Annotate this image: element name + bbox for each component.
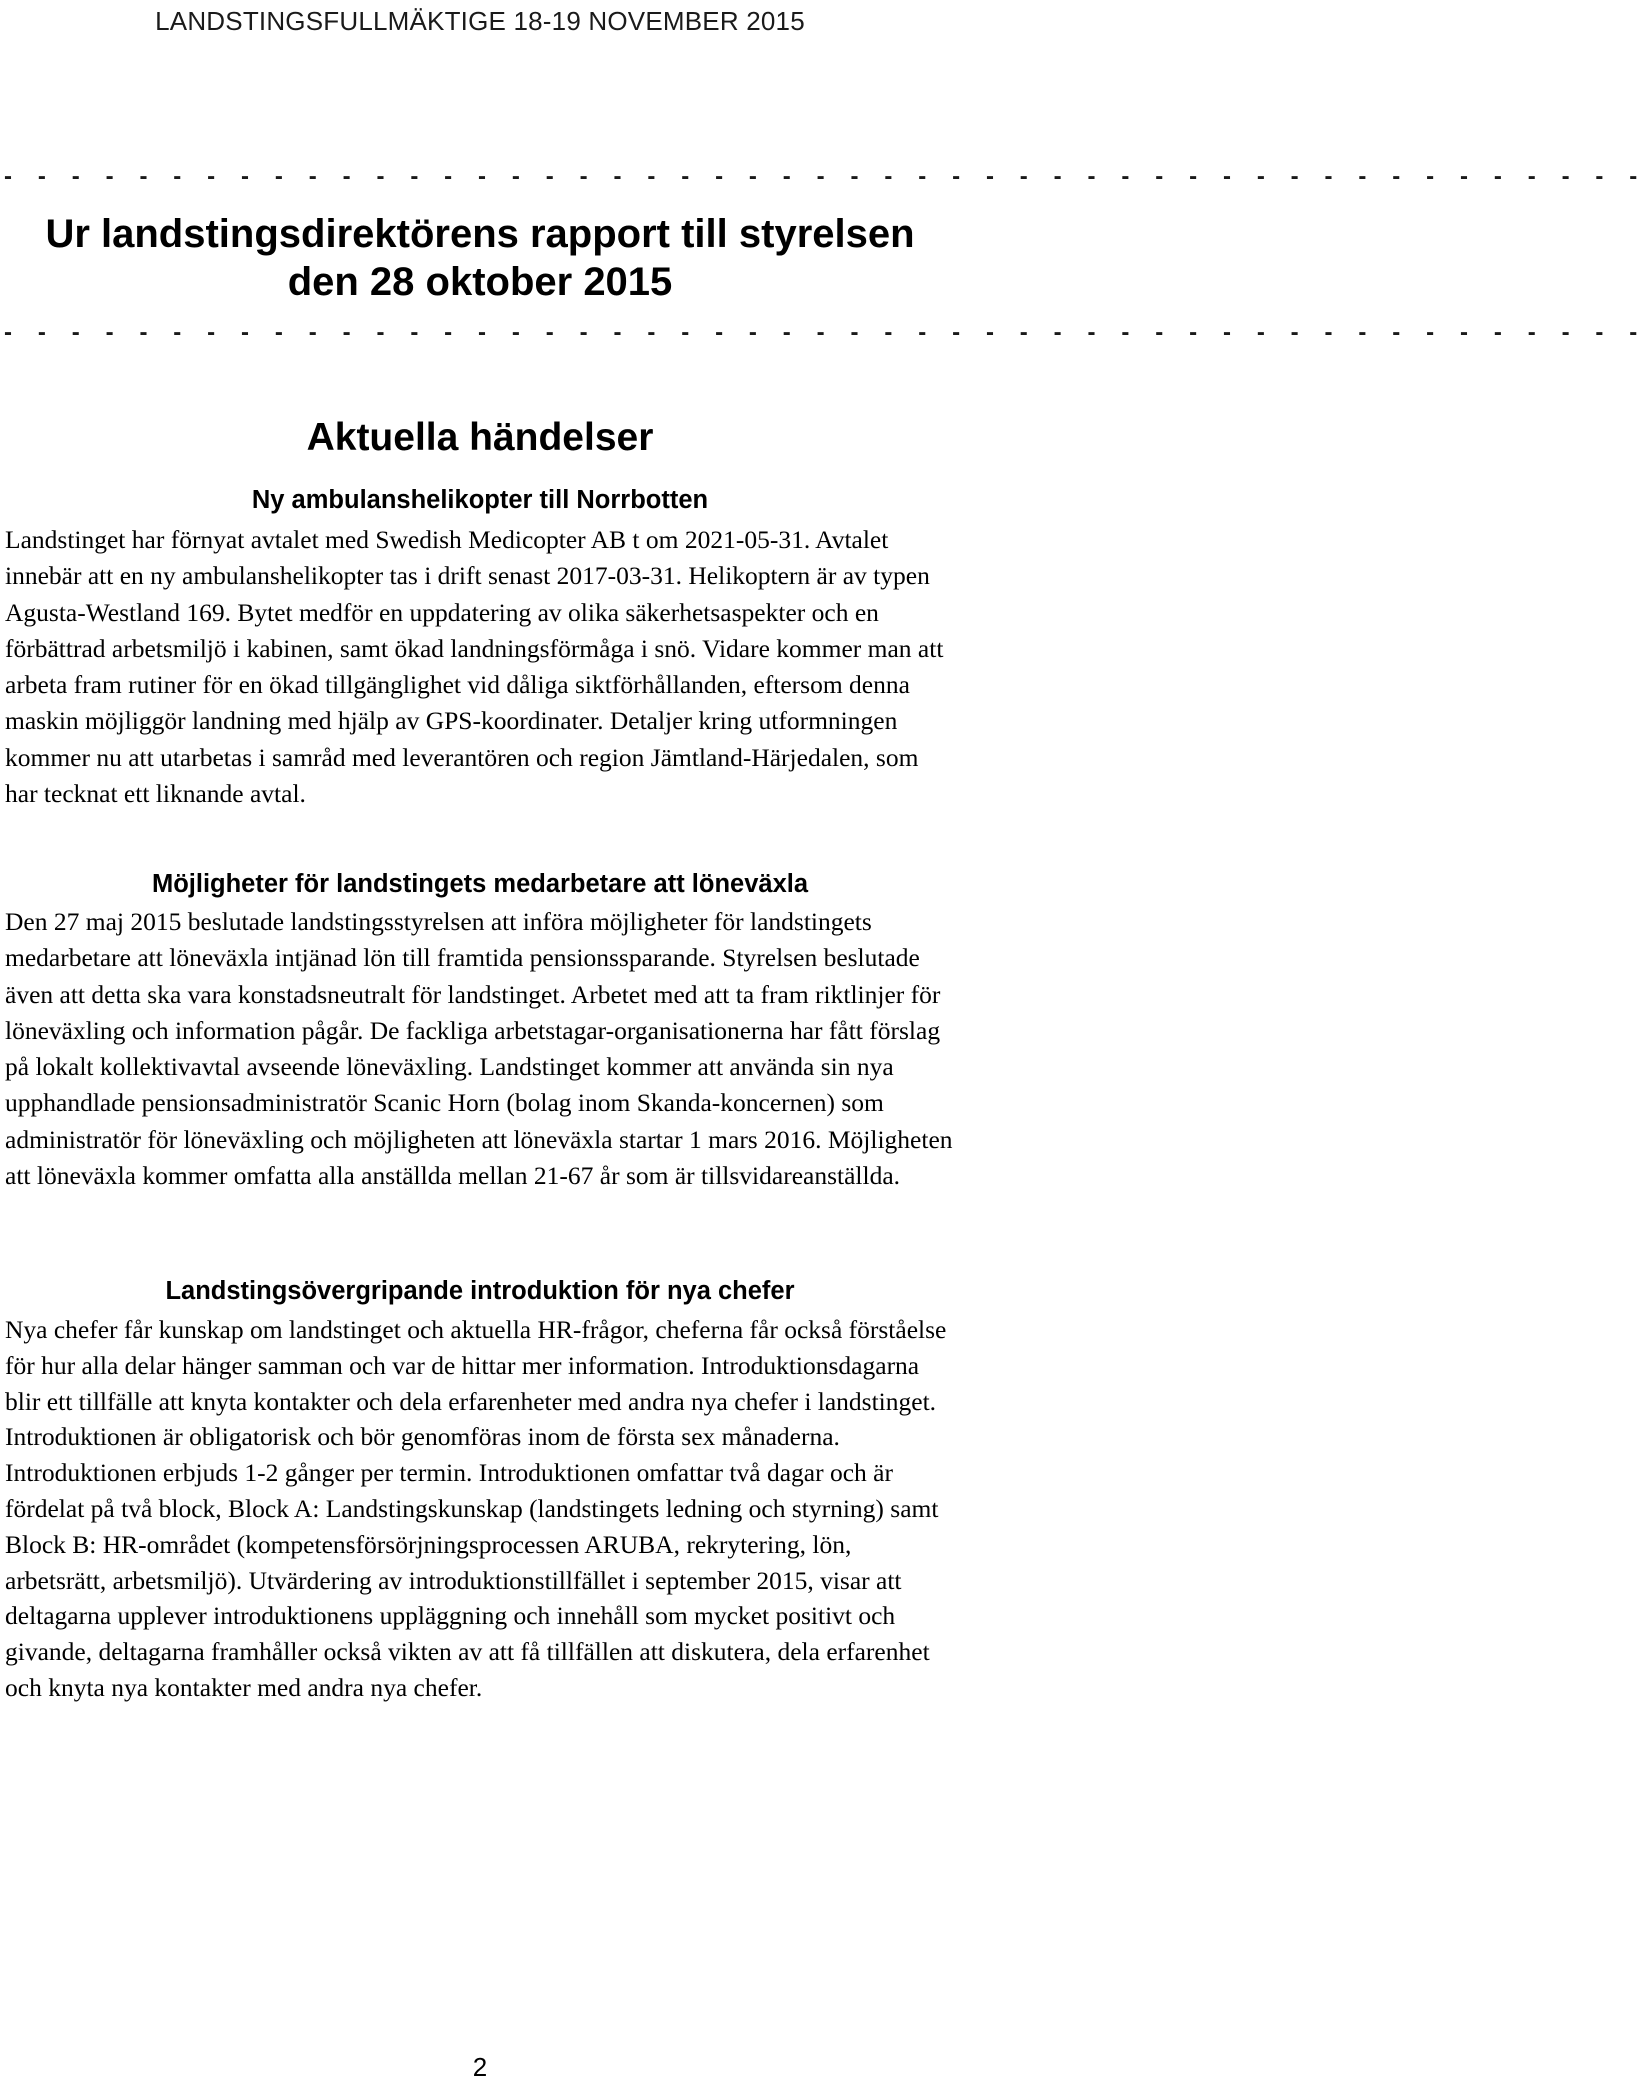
running-header: LANDSTINGSFULLMÄKTIGE 18-19 NOVEMBER 2015 [155, 6, 805, 36]
report-title-line-2: den 28 oktober 2015 [287, 260, 673, 304]
report-title [0, 210, 960, 306]
article-heading-salary-exchange: Möjligheter för landstingets medarbetare att löneväxla [151, 870, 809, 898]
article-heading-helicopter: Ny ambulanshelikopter till Norrbotten [251, 486, 709, 514]
dashed-divider-top: - - - - - - - - - - - - - - - - - - - - - - - - - - - - - - - - - - - - - - - - - - - - - - - - - [4, 163, 1647, 190]
article-heading-manager-introduction: Landstingsövergripande introduktion för nya chefer [165, 1277, 795, 1305]
article-body-helicopter: Landstinget har förnyat avtalet med Swedish Medicopter AB t om 2021-05-31. Avtalet innebär att en ny ambulanshelikopter tas i drift senast 2017-03-31. Helikoptern är av typen Agusta-Westland 169. Bytet medför en uppdatering av olika säkerhetsaspekter och en förbättrad arbetsmiljö i kabinen, samt ökad landningsförmåga i snö. Vidare kommer man att arbeta fram rutiner för en ökad tillgänglighet vid dåliga siktförhållanden, eftersom denna maskin möjliggör landning med hjälp av GPS-koordinater. Detaljer kring utformningen kommer nu att utarbetas i samråd med leverantören och region Jämtland-Härjedalen, som har tecknat ett liknande avtal. [5, 525, 944, 809]
page-number: 2 [472, 2052, 488, 2082]
article-body-salary-exchange: Den 27 maj 2015 beslutade landstingsstyrelsen att införa möjligheter för landstingets medarbetare att löneväxla intjänad lön till framtida pensionssparande. Styrelsen beslutade även att detta ska vara konstadsneutralt för landstinget. Arbetet med att ta fram riktlinjer för löneväxling och information pågår. De fackliga arbetstagar-organisationerna har fått förslag på lokalt kollektivavtal avseende löneväxling. Landstinget kommer att använda sin nya upphandlade pensionsadministratör Scanic Horn (bolag inom Skanda-koncernen) som administratör för löneväxling och möjligheten att löneväxla startar 1 mars 2016. Möjligheten att löneväxla kommer omfatta alla anställda mellan 21-67 år som är tillsvidareanställda. [5, 907, 953, 1191]
article-body-manager-introduction: Nya chefer får kunskap om landstinget och aktuella HR-frågor, cheferna får också förståelse för hur alla delar hänger samman och var de hittar mer information. Introduktionsdagarna blir ett tillfälle att knyta kontakter och dela erfarenheter med andra nya chefer i landstinget. Introduktionen är obligatorisk och bör genomföras inom de första sex månaderna. Introduktionen erbjuds 1-2 gånger per termin. Introduktionen omfattar två dagar och är fördelat på två block, Block A: Landstingskunskap (landstingets ledning och styrning) samt Block B: HR-området (kompetensförsörjningsprocessen ARUBA, rekrytering, lön, arbetsrätt, arbetsmiljö). Utvärdering av introduktionstillfället i september 2015, visar att deltagarna upplever introduktionens uppläggning och innehåll som mycket positivt och givande, deltagarna framhåller också vikten av att få tillfällen att diskutera, dela erfarenhet och knyta nya kontakter med andra nya chefer. [5, 1315, 947, 1702]
section-title: Aktuella händelser [306, 416, 654, 459]
report-title-line-1: Ur landstingsdirektörens rapport till styrelsen [45, 212, 915, 256]
dashed-divider-bottom: - - - - - - - - - - - - - - - - - - - - - - - - - - - - - - - - - - - - - - - - - - - - - - - - - [4, 319, 1647, 346]
